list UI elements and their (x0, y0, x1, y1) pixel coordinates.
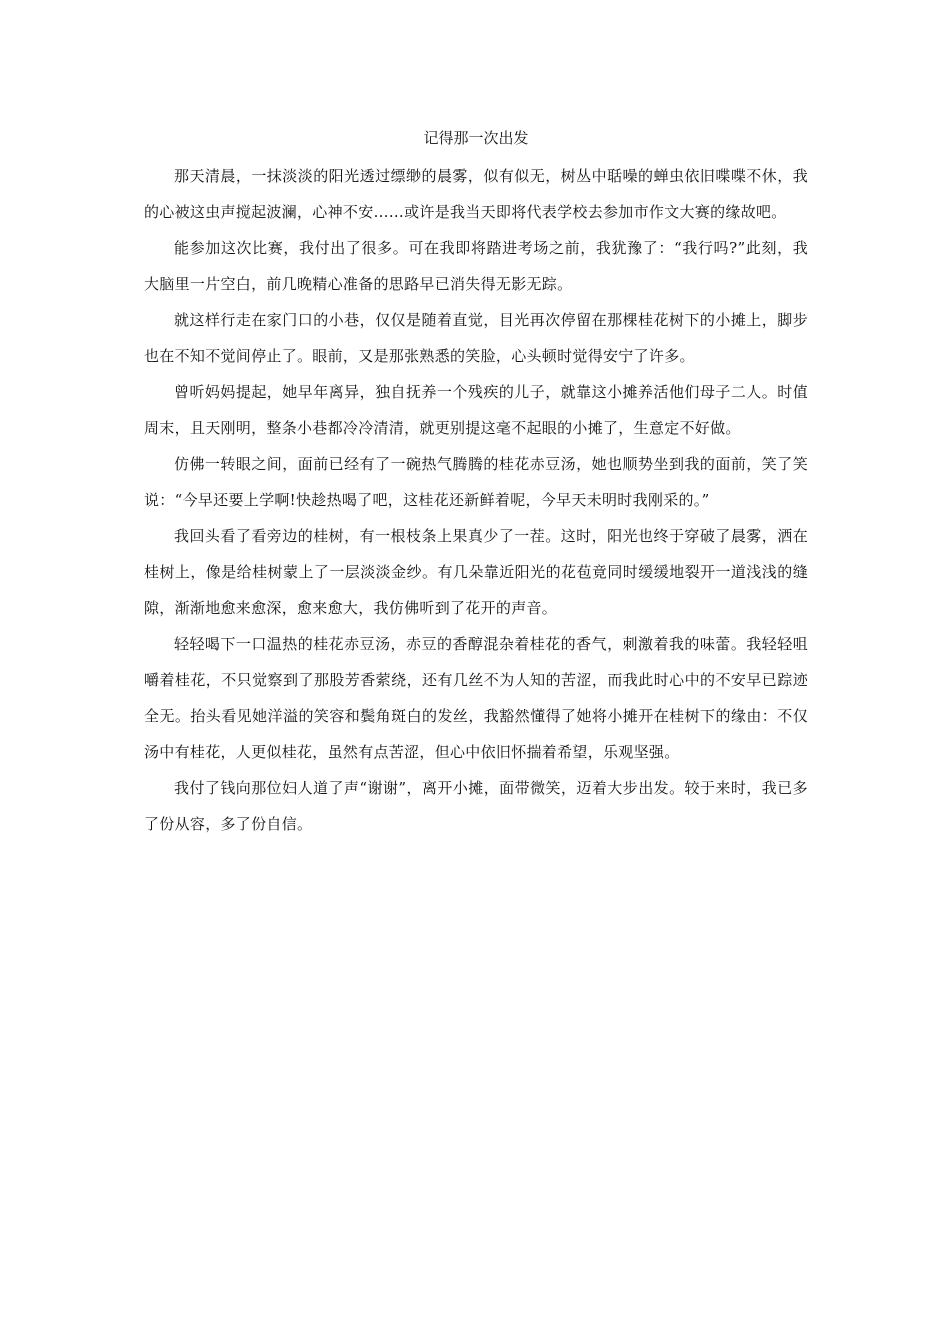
paragraph-5: 仿佛一转眼之间，面前已经有了一碗热气腾腾的桂花赤豆汤，她也顺势坐到我的面前，笑了笑说：“今早还要上学啊!快趁热喝了吧，这桂花还新鲜着呢，今早天未明时我刚采的。” (144, 455, 808, 509)
paragraph-7: 轻轻喝下一口温热的桂花赤豆汤，赤豆的香醇混杂着桂花的香气，刺激着我的味蕾。我轻轻咀嚼着桂花，不只觉察到了那股芳香萦绕，还有几丝不为人知的苦涩，而我此时心中的不安早已踪迹全无。抬头看见她洋溢的笑容和鬓角斑白的发丝，我豁然懂得了她将小摊开在桂树下的缘由：不仅汤中有桂花，人更似桂花，虽然有点苦涩，但心中依旧怀揣着希望，乐观坚强。 (144, 635, 808, 761)
paragraph-1: 那天清晨，一抹淡淡的阳光透过缥缈的晨雾，似有似无，树丛中聒噪的蝉虫依旧喋喋不休，我的心被这虫声搅起波澜，心神不安……或许是我当天即将代表学校去参加市作文大赛的缘故吧。 (144, 167, 808, 221)
paragraph-2: 能参加这次比赛，我付出了很多。可在我即将踏进考场之前，我犹豫了：“我行吗?”此刻，我大脑里一片空白，前几晚精心准备的思路早已消失得无影无踪。 (144, 239, 808, 293)
paragraph-6: 我回头看了看旁边的桂树，有一根枝条上果真少了一茬。这时，阳光也终于穿破了晨雾，洒在桂树上，像是给桂树蒙上了一层淡淡金纱。有几朵靠近阳光的花苞竟同时缓缓地裂开一道浅浅的缝隙，渐渐地愈来愈深，愈来愈大，我仿佛听到了花开的声音。 (144, 527, 808, 617)
essay-body (144, 124, 808, 842)
paragraph-4: 曾听妈妈提起，她早年离异，独自抚养一个残疾的儿子，就靠这小摊养活他们母子二人。时值周末，且天刚明，整条小巷都冷冷清清，就更别提这毫不起眼的小摊了，生意定不好做。 (144, 383, 808, 437)
paragraph-3: 就这样行走在家门口的小巷，仅仅是随着直觉，目光再次停留在那棵桂花树下的小摊上，脚步也在不知不觉间停止了。眼前，又是那张熟悉的笑脸，心头顿时觉得安宁了许多。 (144, 311, 808, 365)
essay-title: 记得那一次出发 (423, 129, 529, 147)
paragraph-8: 我付了钱向那位妇人道了声“谢谢”，离开小摊，面带微笑，迈着大步出发。较于来时，我已多了份从容，多了份自信。 (144, 779, 808, 833)
